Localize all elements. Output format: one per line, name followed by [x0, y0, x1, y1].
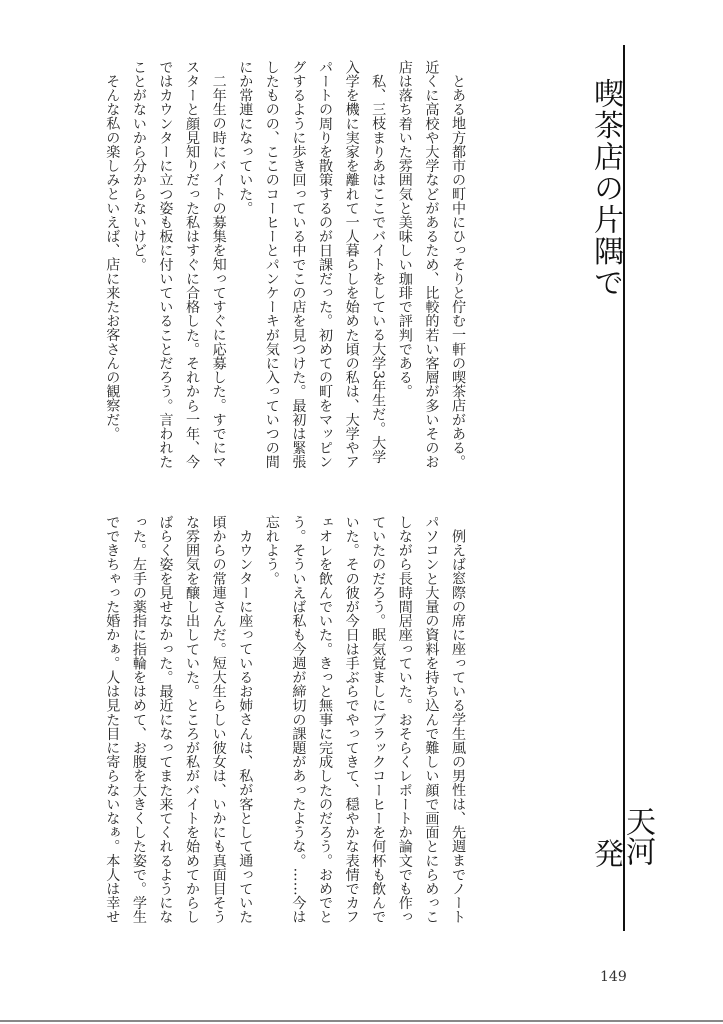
- text-line: ではカウンターに立つ姿も板に付いていることだろう。言われた: [157, 60, 174, 469]
- text-line: グするように歩き回っている中でこの店を見つけた。最初は緊張: [290, 60, 307, 469]
- text-line: そんな私の楽しみといえば、店に来たお客さんの観察だ。: [104, 74, 121, 441]
- text-line: った。左手の薬指に指輪をはめて、お腹を大きくした姿で。学生: [130, 515, 147, 924]
- text-line: 店は落ち着いた雰囲気と美味しい珈琲で評判である。: [396, 60, 413, 399]
- page-bottom-rule: [0, 1020, 723, 1022]
- text-line: 例えば窓際の席に座っている学生風の男性は、先週までノート: [450, 529, 466, 924]
- text-line: にか常連になっていた。: [237, 60, 254, 216]
- upper-text-block: [99, 60, 471, 480]
- text-line: パートの周りを散策するのが日課だった。初めての町をマッピン: [317, 60, 334, 469]
- author-given-name: 発: [588, 838, 623, 868]
- page-number: 149: [600, 969, 627, 985]
- text-line: カウンターに座っているお姉さんは、私が客として通っていた: [237, 529, 254, 924]
- text-line: とある地方都市の町中にひっそりと佇む一軒の喫茶店がある。: [450, 74, 466, 469]
- text-line: 入学を機に実家を離れて一人暮らしを始めた頃の私は、大学やア: [343, 60, 360, 469]
- text-line: 近くに高校や大学などがあるため、比較的若い客層が多いそのお: [423, 60, 440, 469]
- lower-text-block: [99, 515, 471, 935]
- text-line: ことがないから分からないけど。: [130, 60, 147, 272]
- text-line: ばらく姿を見せなかった。最近になってまた来てくれるようにな: [157, 515, 174, 924]
- text-line: したものの、ここのコーヒーとパンケーキが気に入っていつの間: [263, 60, 280, 469]
- text-line: いた。その彼が今日は手ぶらでやってきて、穏やかな表情でカフ: [343, 515, 360, 924]
- text-line: パソコンと大量の資料を持ち込んで難しい顔で画面とにらめっこ: [423, 515, 440, 924]
- text-line: でできちゃった婚かぁ。人は見た目に寄らないなぁ。本人は幸せ: [104, 515, 121, 924]
- text-line: ェオレを飲んでいた。きっと無事に完成したのだろう。おめでと: [317, 515, 334, 924]
- text-line: う。そういえば私も今週が締切の課題があったような。……今は: [290, 515, 307, 924]
- text-line: 頃からの常連さんだ。短大生らしい彼女は、いかにも真面目そう: [210, 515, 227, 924]
- author-family-name: 天河: [620, 806, 655, 866]
- text-line: ていたのだろう。眠気覚ましにブラックコーヒーを何杯も飲んで: [370, 515, 387, 924]
- text-line: な雰囲気を醸し出していた。ところが私がバイトを始めてからし: [184, 515, 201, 924]
- author-name: [589, 806, 653, 868]
- text-line: 二年生の時にバイトの募集を知ってすぐに応募した。すでにマ: [210, 74, 227, 469]
- text-line: 忘れよう。: [263, 515, 280, 586]
- text-line: しながら長時間居座っていた。おそらくレポートか論文でも作っ: [396, 515, 413, 924]
- story-title: 喫茶店の片隅で: [588, 78, 623, 299]
- text-line: スターと顔見知りだった私はすぐに合格した。それから一年、今: [184, 60, 201, 469]
- text-line: 私、三枝まりあはここでバイトをしている大学3年生だ。大学: [370, 74, 387, 464]
- title-rule: [623, 45, 625, 931]
